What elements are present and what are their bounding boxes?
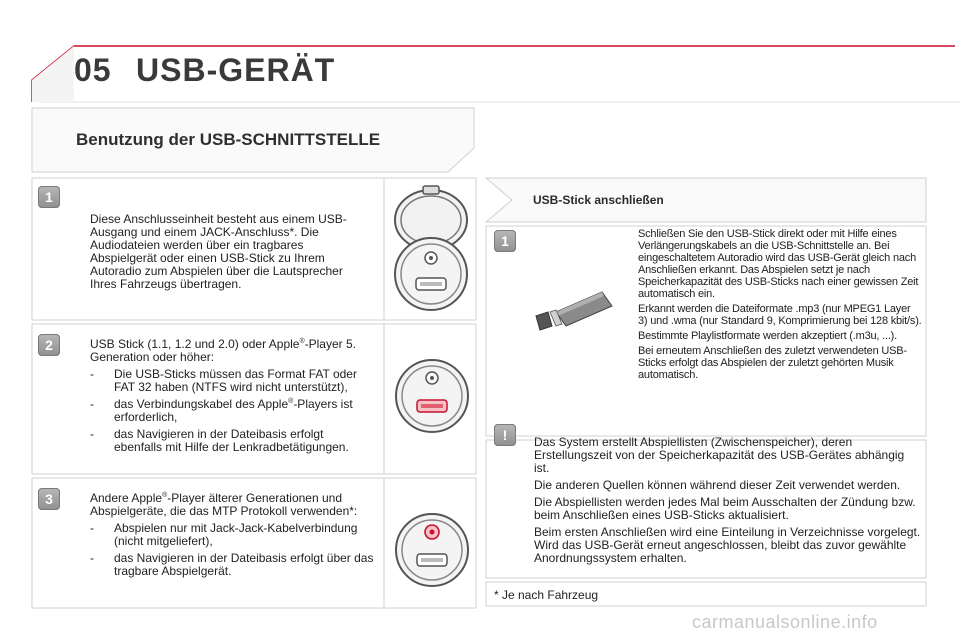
row-2-bullet: - das Navigieren in der Dateibasis erfolgt ebenfalls mit Hilfe der Lenkradbetätigungen. <box>90 427 349 454</box>
chapter-number: 05 <box>74 52 112 88</box>
warning-paragraph: Die Abspiellisten werden jedes Mal beim Ausschalten der Zündung bzw. beim Anschließen eines USB-Sticks aktualisiert. <box>534 495 916 522</box>
footnote: * Je nach Fahrzeug <box>494 588 599 602</box>
row-3-text <box>90 492 374 578</box>
right-step-badge-1: 1 <box>494 230 516 252</box>
row-3-bullet: - das Navigieren in der Dateibasis erfolgt über das tragbare Abspielgerät. <box>90 551 374 578</box>
section-title: Benutzung der USB-SCHNITTSTELLE <box>76 130 381 149</box>
watermark: carmanualsonline.info <box>692 612 878 632</box>
chapter-title: USB-GERÄT <box>136 52 336 88</box>
warning-paragraph: Beim ersten Anschließen wird eine Einteilung in Verzeichnisse vorgelegt. Wird das USB-Gerät erneut angeschlossen, bleibt das zuvor gewählte Anordnungssystem erhalten. <box>534 525 921 565</box>
usb-connect-text <box>638 228 922 384</box>
warning-paragraph: Die anderen Quellen können während dieser Zeit verwendet werden. <box>534 478 901 492</box>
row-1-paragraph: Diese Anschlusseinheit besteht aus einem USB-Ausgang und einem JACK-Anschluss*. Die Audiodateien werden über ein tragbares Abspielgerät oder einen USB-Stick zu Ihrem Autoradio zum Abspielen über die Lautsprecher Ihres Fahrzeugs übertragen. <box>90 212 347 291</box>
usb-stick-illustration <box>532 282 616 334</box>
row-3-bullet: - Abspielen nur mit Jack-Jack-Kabelverbindung (nicht mitgeliefert), <box>90 521 358 548</box>
usb-connect-paragraph: Bei erneutem Anschließen des zuletzt verwendeten USB-Sticks erfolgt das Abspielen der zuletzt gehörten Musik automatisch. <box>638 345 907 381</box>
usb-connect-paragraph: Bestimmte Playlistformate werden akzeptiert (.m3u, ...). <box>638 330 897 342</box>
usb-connect-paragraph: Erkannt werden die Dateiformate .mp3 (nur MPEG1 Layer 3) und .wma (nur Standard 9, Komprimierung bei 128 kbit/s). <box>638 303 922 327</box>
step-badge-2: 2 <box>38 334 60 356</box>
jack-port-highlight-illustration <box>392 510 472 590</box>
usb-port-open-lid-illustration <box>390 184 472 316</box>
step-badge-3: 3 <box>38 488 60 510</box>
step-badge-1: 1 <box>38 186 60 208</box>
row-2-intro: USB Stick (1.1, 1.2 und 2.0) oder Apple®-Player 5. Generation oder höher: <box>90 337 356 364</box>
row-1-text <box>90 213 370 291</box>
usb-connect-paragraph: Schließen Sie den USB-Stick direkt oder mit Hilfe eines Verlängerungskabels an die USB-Schnittstelle an. Bei eingeschaltetem Autoradio wird das USB-Gerät gleich nach Anschließen erkannt. Das Abspielen setzt je nach Speicherkapazität des USB-Sticks nach einer gewissen Zeit automatisch ein. <box>638 228 919 300</box>
row-2-bullet: - Die USB-Sticks müssen das Format FAT oder FAT 32 haben (NTFS wird nicht unterstützt), <box>90 367 357 394</box>
usb-port-highlight-illustration <box>392 356 472 436</box>
warning-paragraph: Das System erstellt Abspiellisten (Zwischenspeicher), deren Erstellungszeit von der Speicherkapazität des USB-Gerätes abhängig ist. <box>534 435 905 475</box>
row-2-bullet: - das Verbindungskabel des Apple®-Players ist erforderlich, <box>90 397 353 424</box>
usb-connect-subtitle: USB-Stick anschließen <box>533 193 664 207</box>
warning-text <box>534 436 922 569</box>
warning-badge: ! <box>494 424 516 446</box>
row-2-text <box>90 338 374 454</box>
row-3-intro: Andere Apple®-Player älterer Generationen und Abspielgeräte, die das MTP Protokoll verwenden*: <box>90 491 358 518</box>
